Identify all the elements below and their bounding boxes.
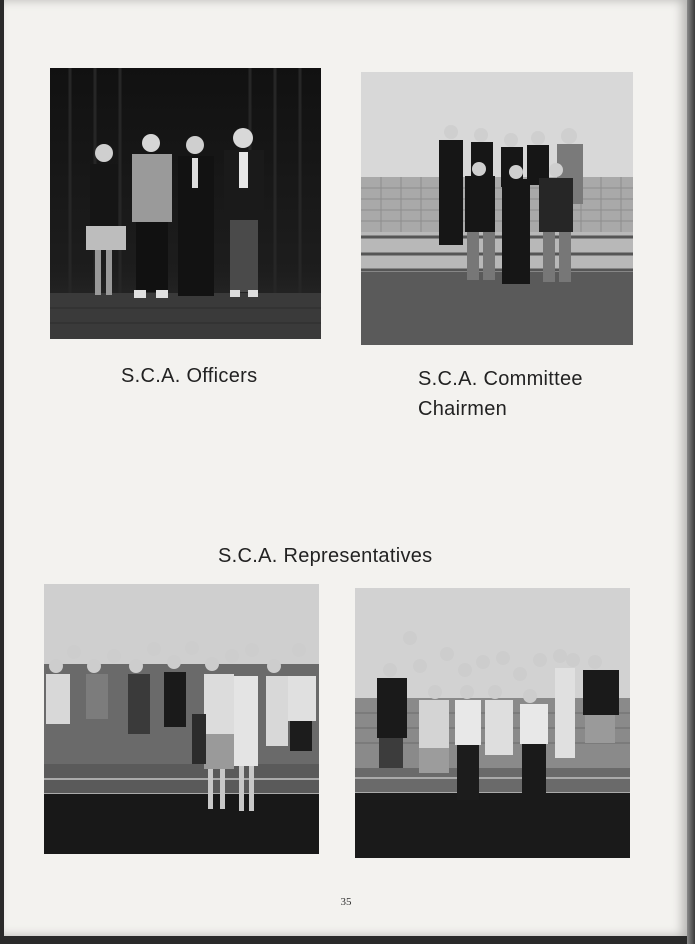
caption-sca-representatives: S.C.A. Representatives <box>218 545 433 567</box>
page-number: 35 <box>340 896 352 908</box>
caption-sca-committee-line1: S.C.A. Committee <box>418 368 583 390</box>
photo-sca-representatives-left <box>44 584 319 854</box>
page-binding-edge <box>687 0 695 944</box>
photo-sca-representatives-right <box>355 588 630 858</box>
photo-sca-officers <box>50 68 321 339</box>
caption-sca-committee-line2: Chairmen <box>418 398 508 420</box>
caption-sca-officers: S.C.A. Officers <box>121 365 258 387</box>
yearbook-page <box>4 0 688 936</box>
photo-sca-committee-chairmen <box>361 72 633 345</box>
